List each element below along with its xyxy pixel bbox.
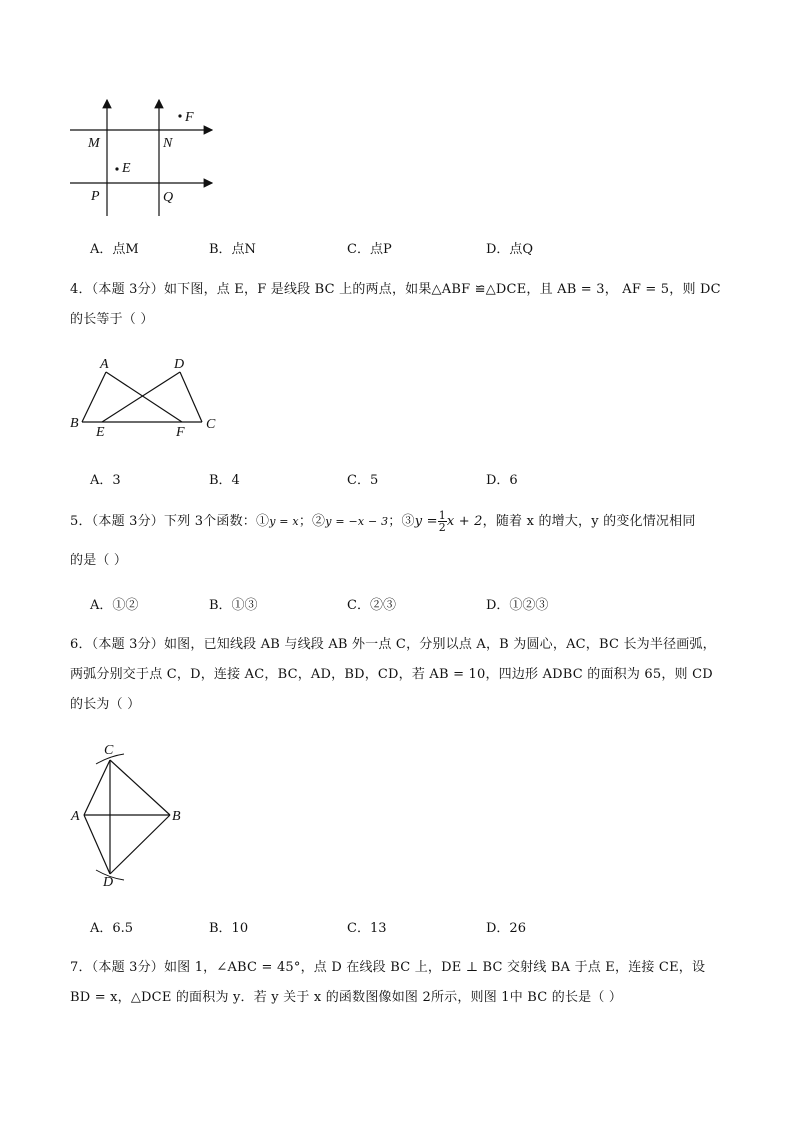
q4-option-b[interactable]: B．4 [209, 473, 240, 488]
q5-function-3-rhs: x + 2 [446, 514, 483, 529]
label-q: Q [163, 190, 174, 205]
label-c: C [206, 417, 216, 432]
label-f: F [185, 110, 194, 125]
q6-text-line3: 的长为（ ） [70, 697, 141, 712]
segment-bd [110, 815, 170, 874]
segment-cb [110, 760, 170, 815]
q5-sep-2: ；③ [388, 514, 415, 529]
q6-text-line1: 6．（本题 3分）如图，已知线段 AB 与线段 AB 外一点 C，分别以点 A，B 为圆心，AC，BC 长为半径画弧， [70, 637, 716, 652]
segment-da [84, 815, 110, 874]
q5-fraction-numerator: 1 [438, 509, 446, 522]
q4-option-d[interactable]: D．6 [486, 473, 518, 488]
label-b: B [172, 809, 181, 824]
q5-suffix: ，随着 x 的增大，y 的变化情况相同 [482, 514, 696, 529]
q5-text-line1 [70, 508, 696, 536]
q6-option-b[interactable]: B．10 [209, 921, 249, 936]
q4-option-c[interactable]: C．5 [347, 473, 379, 488]
q5-option-a[interactable]: A．①② [90, 598, 139, 613]
q5-sep-1: ；② [298, 514, 326, 529]
label-b: B [70, 416, 79, 431]
segment-af [106, 372, 182, 422]
q5-text-line2: 的是（ ） [70, 553, 128, 568]
q5-option-c[interactable]: C．②③ [347, 598, 396, 613]
q3-option-d[interactable]: D．点Q [486, 242, 534, 257]
q7-text-line1: 7．（本题 3分）如图 1，∠ABC = 45°，点 D 在线段 BC 上，DE ⊥ BC 交射线 BA 于点 E，连接 CE，设 [70, 960, 706, 975]
q7-text-line2: BD = x，△DCE 的面积为 y．若 y 关于 x 的函数图像如图 2所示，则图 1中 BC 的长是（ ） [70, 990, 623, 1005]
point-f-dot [178, 114, 181, 117]
q5-option-b[interactable]: B．①③ [209, 598, 258, 613]
q6-option-a[interactable]: A．6.5 [90, 921, 134, 936]
q6-text-line2: 两弧分别交于点 C，D，连接 AC，BC，AD，BD，CD，若 AB = 10，四边形 ADBC 的面积为 65，则 CD [70, 667, 713, 682]
point-e-dot [115, 167, 118, 170]
q5-fraction-denominator: 2 [438, 521, 446, 534]
label-n: N [163, 136, 173, 151]
segment-ba [82, 372, 106, 422]
label-p: P [91, 189, 100, 204]
q4-text-line2: 的长等于（ ） [70, 312, 154, 327]
q3-option-b[interactable]: B．点N [209, 242, 256, 257]
q4-figure [66, 352, 226, 442]
segment-dc [180, 372, 202, 422]
q4-option-a[interactable]: A．3 [90, 473, 121, 488]
label-f: F [176, 425, 185, 440]
segment-ed [102, 372, 180, 422]
label-d: D [103, 875, 114, 890]
q5-function-2: y = −x − 3 [325, 515, 389, 528]
label-e: E [122, 161, 131, 176]
label-c: C [104, 743, 114, 758]
label-d: D [174, 357, 185, 372]
q6-figure [64, 740, 194, 890]
q5-prefix: 5．（本题 3分）下列 3个函数：① [70, 514, 270, 529]
label-e: E [96, 425, 105, 440]
label-a: A [71, 809, 80, 824]
q3-option-a[interactable]: A．点M [90, 242, 139, 257]
q5-function-3-lhs: y = [414, 514, 438, 529]
label-a: A [100, 357, 109, 372]
segment-ac [84, 760, 110, 815]
q5-function-1: y = x [269, 515, 299, 528]
q3-option-c[interactable]: C．点P [347, 242, 392, 257]
q5-fraction [438, 510, 447, 533]
q3-figure [60, 92, 230, 222]
q6-option-d[interactable]: D．26 [486, 921, 526, 936]
q4-text-line1: 4．（本题 3分）如下图，点 E，F 是线段 BC 上的两点，如果△ABF ≌△DCE，且 AB = 3， AF = 5，则 DC [70, 282, 721, 297]
q5-option-d[interactable]: D．①②③ [486, 598, 549, 613]
q6-option-c[interactable]: C．13 [347, 921, 387, 936]
label-m: M [88, 136, 100, 151]
